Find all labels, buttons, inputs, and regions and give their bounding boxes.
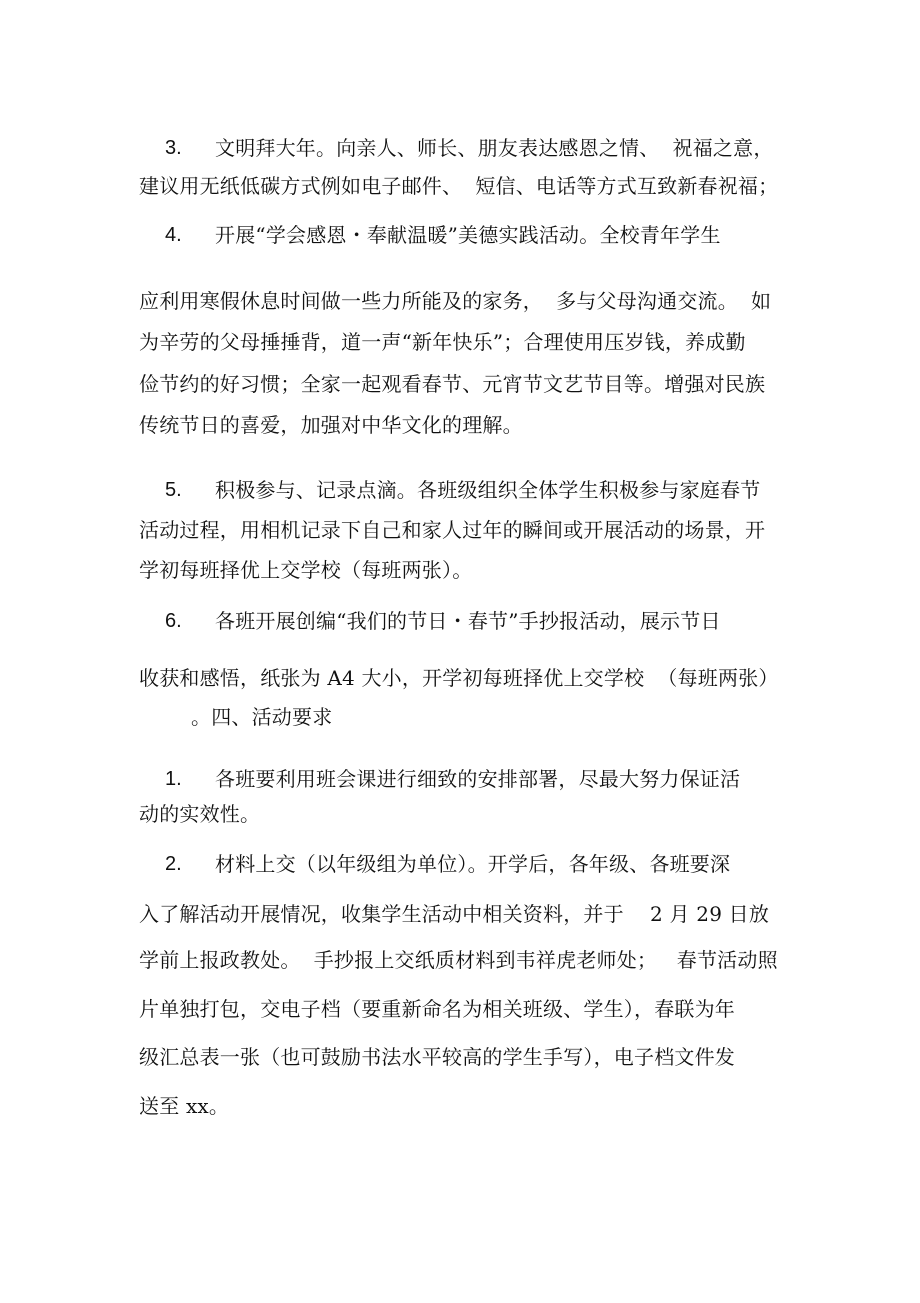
item-3-number: 3. — [165, 137, 182, 159]
req-1-number: 1. — [165, 768, 182, 790]
item-5-number: 5. — [165, 479, 182, 501]
req-2-line-3: 学前上报政教处。 手抄报上交纸质材料到韦祥虎老师处； 春节活动照 — [139, 948, 778, 972]
item-6-number: 6. — [165, 610, 182, 632]
req-2-line-1: 材料上交（以年级组为单位）。开学后，各年级、各班要深 — [215, 852, 731, 876]
item-6-line-2: 收获和感悟，纸张为 A4 大小，开学初每班择优上交学校 （每班两张） — [139, 666, 779, 690]
item-3-line-1: 文明拜大年。向亲人、师长、朋友表达感恩之情、 祝福之意， — [215, 136, 774, 160]
item-4-number: 4. — [165, 224, 182, 246]
req-1-line-2: 动的实效性。 — [139, 802, 261, 826]
req-2-line-2: 入了解活动开展情况，收集学生活动中相关资料，并于 2 月 29 日放 — [139, 902, 770, 926]
req-1-line-1: 各班要利用班会课进行细致的安排部署，尽最大努力保证活 — [215, 767, 741, 791]
item-5-line-3: 学初每班择优上交学校（每班两张）。 — [139, 558, 473, 582]
item-4-line-2: 应利用寒假休息时间做一些力所能及的家务， 多与父母沟通交流。 如 — [139, 289, 772, 313]
item-4-line-5: 传统节日的喜爱，加强对中华文化的理解。 — [139, 413, 523, 437]
section-heading-4: 。四、活动要求 — [191, 705, 333, 729]
req-2-line-4: 片单独打包，交电子档（要重新命名为相关班级、学生），春联为年 — [139, 997, 735, 1021]
item-4-line-1: 开展“学会感恩・奉献温暖”美德实践活动。全校青年学生 — [215, 223, 721, 247]
req-2-number: 2. — [165, 853, 182, 875]
item-4-line-3: 为辛劳的父母捶捶背，道一声“新年快乐”；合理使用压岁钱，养成勤 — [139, 330, 746, 354]
req-2-line-6: 送至 xx。 — [139, 1094, 230, 1118]
item-4-line-4: 俭节约的好习惯；全家一起观看春节、元宵节文艺节目等。增强对民族 — [139, 372, 766, 396]
item-5-line-1: 积极参与、记录点滴。各班级组织全体学生积极参与家庭春节 — [215, 478, 761, 502]
item-5-line-2: 活动过程，用相机记录下自己和家人过年的瞬间或开展活动的场景，开 — [139, 518, 766, 542]
item-6-line-1: 各班开展创编“我们的节日・春节”手抄报活动，展示节日 — [215, 609, 721, 633]
item-3-line-2: 建议用无纸低碳方式例如电子邮件、 短信、电话等方式互致新春祝福； — [139, 174, 779, 198]
req-2-line-5: 级汇总表一张（也可鼓励书法水平较高的学生手写），电子档文件发 — [139, 1045, 735, 1069]
